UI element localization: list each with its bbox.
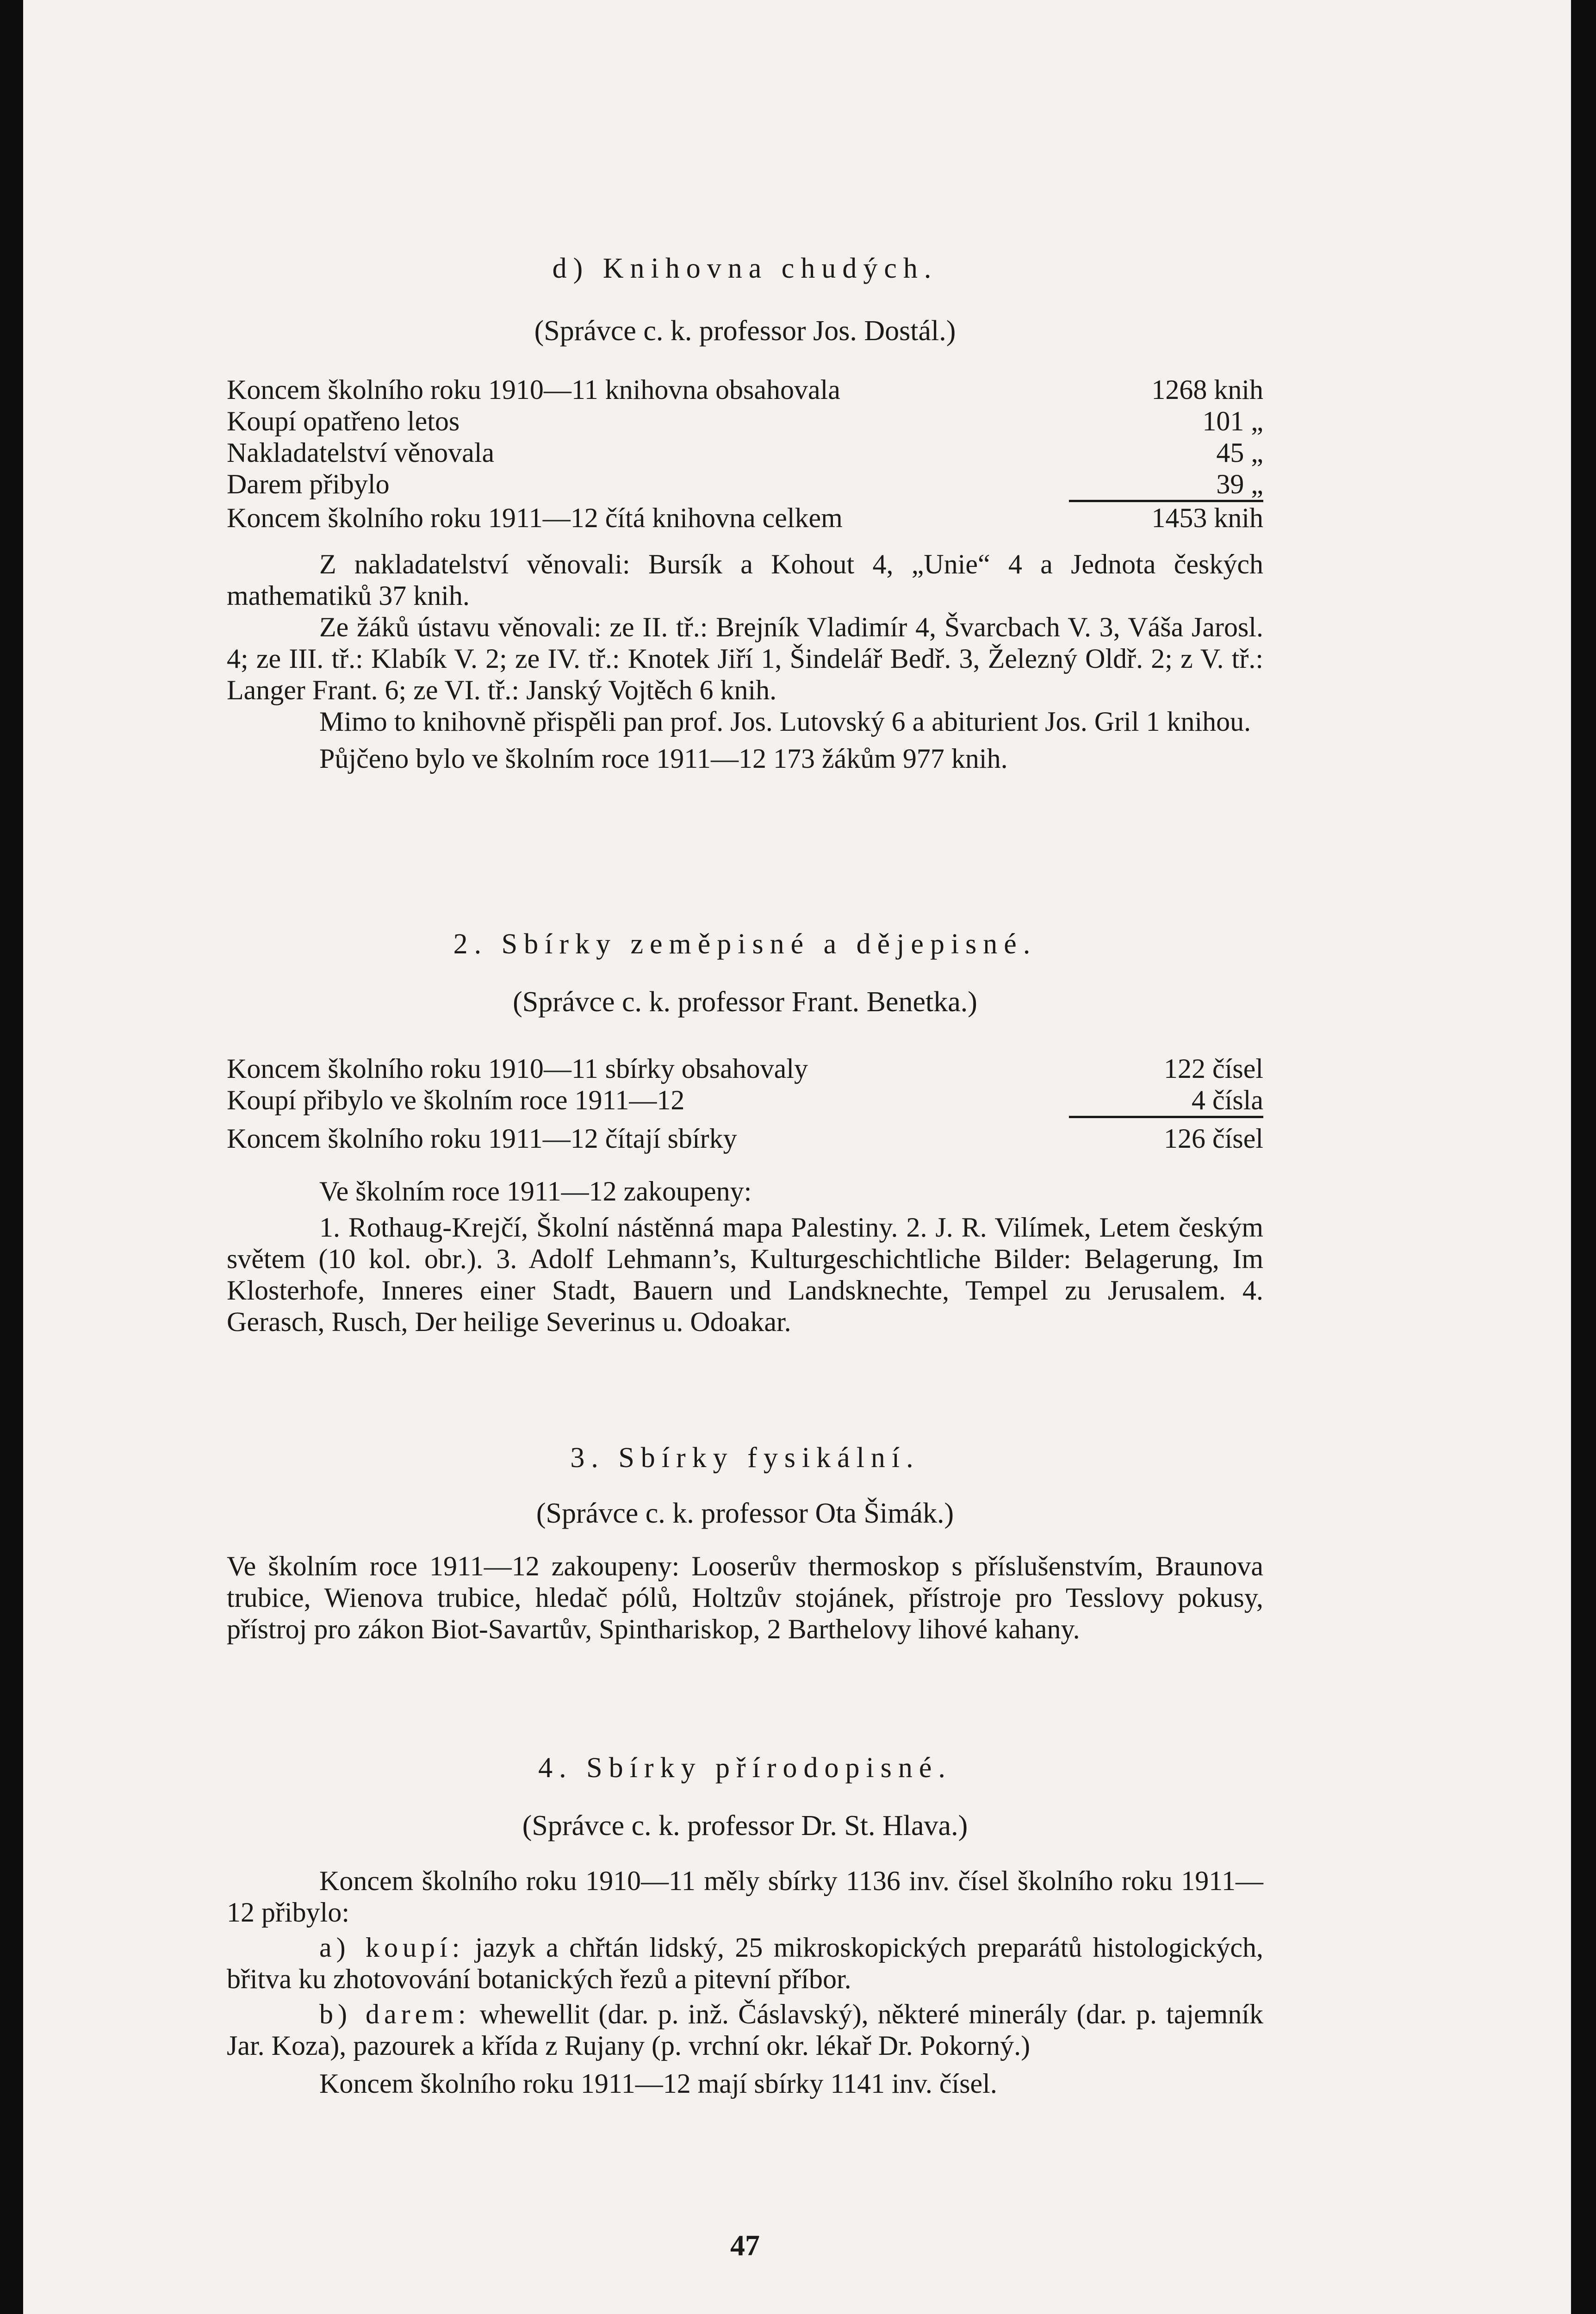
section-4-curator: (Správce c. k. professor Dr. St. Hlava.): [522, 1810, 968, 1841]
item-lead: a) koupí:: [319, 1932, 465, 1963]
section-4-heading: 4. Sbírky přírodopisné.: [538, 1752, 952, 1784]
ledger-label: Koncem školního roku 1911—12 čítá knihovna celkem: [227, 503, 843, 533]
ledger-amount: 45 „: [1216, 437, 1263, 468]
section-3-body: [227, 1550, 1263, 1645]
ledger-amount: 1453 knih: [1151, 503, 1263, 533]
ledger-total-row: [227, 502, 1263, 534]
section-d-curator: (Správce c. k. professor Jos. Dostál.): [534, 315, 956, 347]
section-4-body: [227, 1865, 1263, 2099]
ledger-row: [227, 437, 1263, 468]
section-d-ledger: [227, 374, 1263, 534]
section-2-ledger: [227, 1053, 1263, 1154]
ledger-label: Koupí přibylo ve školním roce 1911—12: [227, 1085, 685, 1115]
page: [23, 0, 1571, 2314]
ledger-row: [227, 1084, 1263, 1118]
ledger-label: Nakladatelství věnovala: [227, 437, 495, 468]
ledger-label: Darem přibylo: [227, 469, 390, 499]
paragraph: Z nakladatelství věnovali: Bursík a Kohout 4, „Unie“ 4 a Jednota českých mathematiků 37 knih.: [227, 549, 1263, 611]
section-d-paragraphs: [227, 548, 1263, 774]
section-3-curator: (Správce c. k. professor Ota Šimák.): [536, 1498, 954, 1529]
ledger-amount: 126 čísel: [1164, 1123, 1263, 1154]
page-number: 47: [730, 2229, 760, 2262]
ledger-amount: 101 „: [1202, 406, 1263, 436]
section-2-heading: 2. Sbírky zeměpisné a dějepisné.: [453, 928, 1037, 960]
paragraph: Koncem školního roku 1910—11 měly sbírky 1136 inv. čísel školního roku 1911—12 přibylo:: [227, 1866, 1263, 1928]
ledger-label: Koncem školního roku 1911—12 čítají sbírky: [227, 1123, 737, 1154]
section-2-body: [227, 1176, 1263, 1337]
paragraph: Půjčeno bylo ve školním roce 1911—12 173 žákům 977 knih.: [319, 743, 1008, 774]
paragraph: [227, 1932, 1263, 1995]
paragraph: [227, 1998, 1263, 2061]
item-text: whewellit (dar. p. inž. Čáslavský), některé minerály (dar. p. tajemník Jar. Koza), pazourek a křída z Rujany (p. vrchní okr. lékař Dr. Pokorný.): [227, 1999, 1264, 2061]
ledger-amount: 39 „: [1069, 468, 1263, 502]
paragraph: Mimo to knihovně přispěli pan prof. Jos. Lutovský 6 a abiturient Jos. Gril 1 knihou.: [319, 706, 1251, 737]
ledger-row: [227, 1053, 1263, 1084]
paragraph: Ze žáků ústavu věnovali: ze II. tř.: Brejník Vladimír 4, Švarcbach V. 3, Váša Jarosl. 4; ze III. tř.: Klabík V. 2; ze IV. tř.: Knotek Jiří 1, Šindelář Bedř. 3, Železný Oldř. 2; z V. tř.: Langer Frant. 6; ze VI. tř.: Janský Vojtěch 6 knih.: [227, 612, 1263, 705]
paragraph: Ve školním roce 1911—12 zakoupeny:: [319, 1176, 752, 1207]
ledger-total-row: [227, 1123, 1263, 1154]
ledger-amount: 122 čísel: [1164, 1053, 1263, 1084]
section-d-heading: d) Knihovna chudých.: [552, 253, 938, 284]
item-text: jazyk a chřtán lidský, 25 mikroskopických preparátů histologických, břitva ku zhotovování botanických řezů a pitevní příbor.: [227, 1932, 1264, 1994]
ledger-label: Koncem školního roku 1910—11 knihovna obsahovala: [227, 374, 840, 405]
paragraph: 1. Rothaug-Krejčí, Školní nástěnná mapa Palestiny. 2. J. R. Vilímek, Letem českým světem (10 kol. obr.). 3. Adolf Lehmann’s, Kulturgeschichtliche Bilder: Belagerung, Im Klosterhofe, Inneres einer Stadt, Bauern und Landsknechte, Tempel zu Jerusalem. 4. Gerasch, Rusch, Der heilige Severinus u. Odoakar.: [227, 1212, 1263, 1337]
ledger-row: [227, 374, 1263, 405]
item-lead: b) darem:: [319, 1999, 471, 2029]
paragraph: Koncem školního roku 1911—12 mají sbírky 1141 inv. čísel.: [319, 2068, 997, 2099]
section-2-curator: (Správce c. k. professor Frant. Benetka.): [513, 986, 977, 1018]
ledger-row: [227, 405, 1263, 437]
section-3-heading: 3. Sbírky fysikální.: [570, 1442, 920, 1474]
paragraph: Ve školním roce 1911—12 zakoupeny: Looserův thermoskop s příslušenstvím, Braunova trubice, Wienova trubice, hledač pólů, Holtzův stojánek, přístroje pro Tesslovy pokusy, přístroj pro zákon Biot-Savartův, Spinthariskop, 2 Barthelovy lihové kahany.: [227, 1551, 1263, 1644]
ledger-label: Koupí opatřeno letos: [227, 406, 460, 436]
ledger-amount: 4 čísla: [1069, 1084, 1263, 1118]
ledger-amount: 1268 knih: [1151, 374, 1263, 405]
ledger-label: Koncem školního roku 1910—11 sbírky obsahovaly: [227, 1053, 808, 1084]
ledger-row: [227, 468, 1263, 502]
